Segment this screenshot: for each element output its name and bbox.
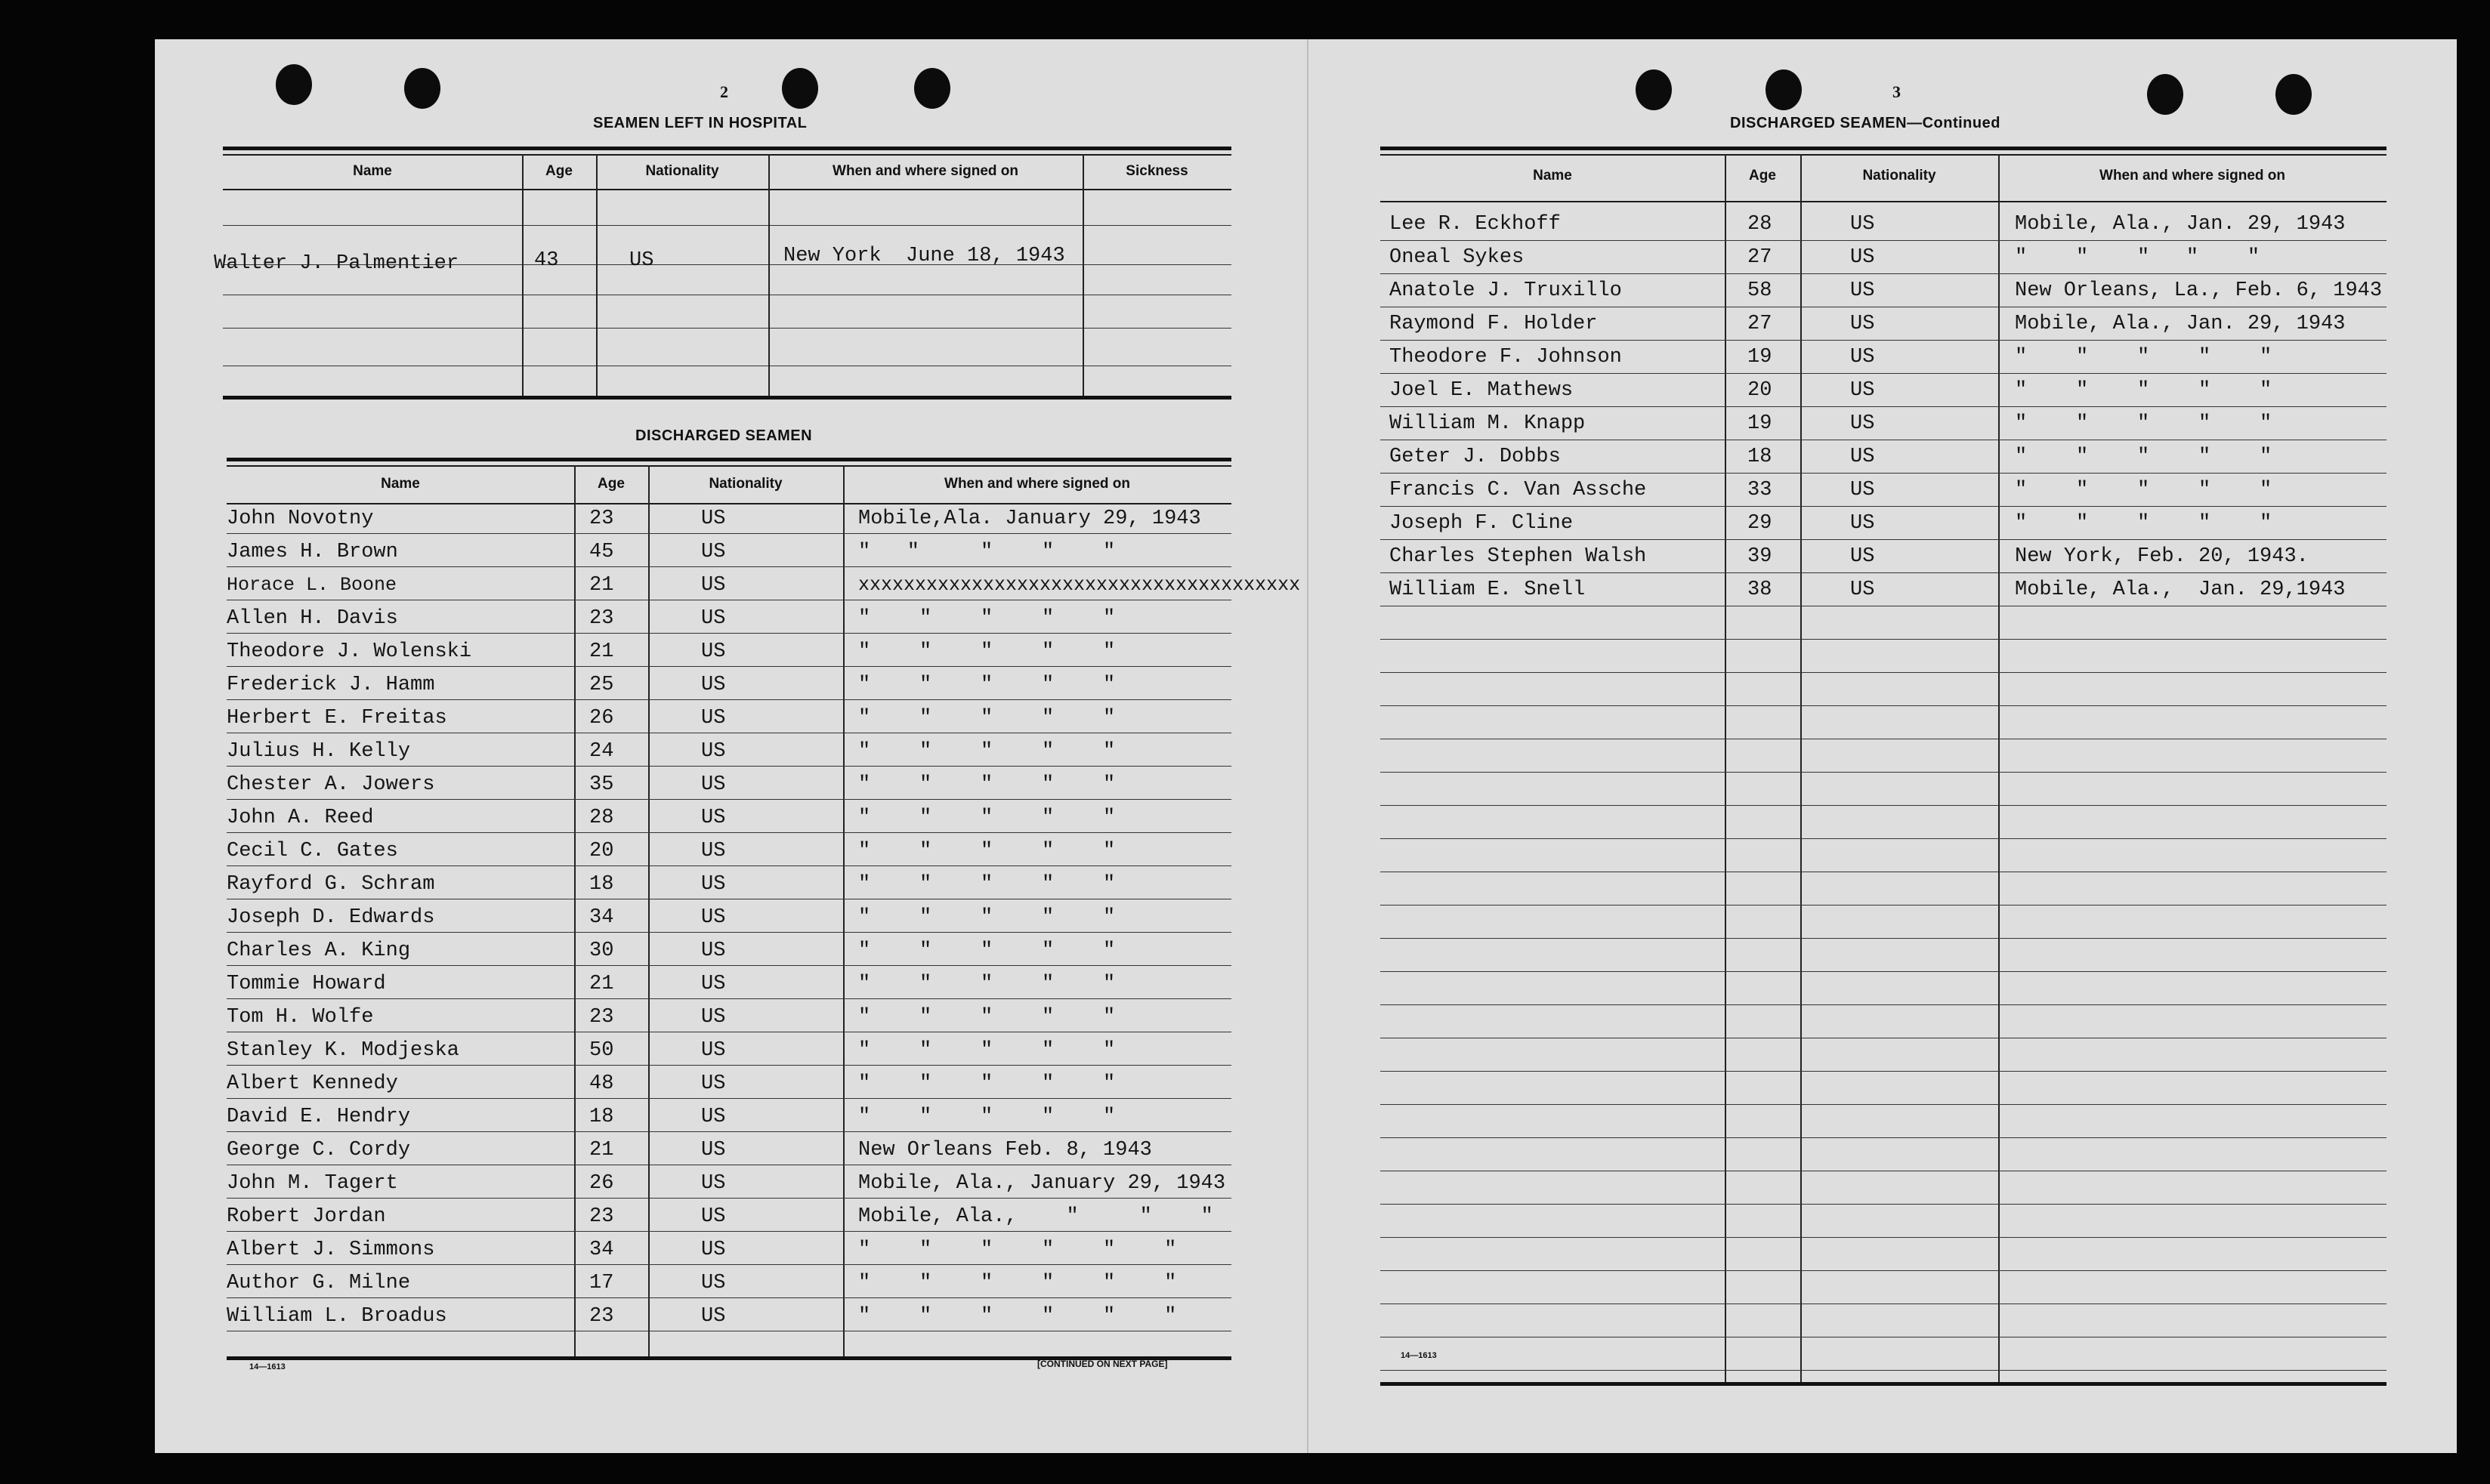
col-header-name: Name (353, 163, 392, 179)
seaman-signed-on: " " " " " " (858, 1305, 1177, 1328)
seaman-name: Geter J. Dobbs (1389, 446, 1561, 468)
seaman-signed-on: " " " " " (2015, 346, 2272, 369)
seaman-nationality: US (701, 674, 726, 696)
seaman-nationality: US (701, 1305, 726, 1328)
punch-hole (782, 68, 818, 109)
seaman-name: Author G. Milne (227, 1272, 411, 1294)
seaman-nationality: US (1850, 545, 1875, 568)
col-header-age: Age (1749, 168, 1776, 184)
seaman-age: 27 (1747, 313, 1772, 335)
discharged-continued-table (1380, 147, 2387, 1385)
seaman-name: Frederick J. Hamm (227, 674, 435, 696)
col-header-name: Name (381, 476, 420, 492)
seaman-signed-on: Mobile,Ala. January 29, 1943 (858, 508, 1201, 530)
seaman-signed-on: " " " " " (2015, 412, 2272, 435)
seaman-signed-on: " " " " " (858, 640, 1116, 663)
seaman-signed-on: New Orleans Feb. 8, 1943 (858, 1139, 1152, 1162)
seaman-nationality: US (1850, 578, 1875, 601)
seaman-nationality: US (1850, 313, 1875, 335)
seaman-signed-on: " " " " " (858, 607, 1116, 630)
seaman-age: 27 (1747, 246, 1772, 269)
col-header-signed-on: When and where signed on (944, 476, 1130, 492)
discharged-continued-title: DISCHARGED SEAMEN—Continued (1730, 115, 2000, 131)
seaman-signed-on: " " " " " (858, 1106, 1116, 1128)
seaman-name: Robert Jordan (227, 1205, 386, 1228)
seaman-signed-on: " " " " " (858, 1006, 1116, 1029)
seaman-nationality: US (1850, 512, 1875, 535)
seaman-age: 17 (589, 1272, 614, 1294)
seaman-nationality: US (701, 1006, 726, 1029)
seaman-nationality: US (701, 840, 726, 862)
seaman-age: 19 (1747, 346, 1772, 369)
col-header-nationality: Nationality (709, 476, 783, 492)
hospital-signed-on: New York June 18, 1943 (783, 245, 1065, 267)
punch-hole (1636, 69, 1672, 110)
seaman-name: Albert J. Simmons (227, 1239, 435, 1261)
punch-hole (2275, 74, 2312, 115)
seaman-nationality: US (1850, 379, 1875, 402)
seaman-name: Horace L. Boone (227, 574, 397, 596)
seaman-signed-on: " " " " " (858, 773, 1116, 796)
seaman-nationality: US (701, 1205, 726, 1228)
seaman-nationality: US (701, 707, 726, 730)
col-header-sickness: Sickness (1126, 163, 1188, 179)
seaman-name: John Novotny (227, 508, 374, 530)
seaman-nationality: US (701, 906, 726, 929)
seaman-age: 23 (589, 607, 614, 630)
seaman-age: 58 (1747, 279, 1772, 302)
form-number: 14—1613 (1401, 1351, 1437, 1360)
seaman-name: William L. Broadus (227, 1305, 447, 1328)
hospital-name: Walter J. Palmentier (214, 252, 459, 275)
seaman-nationality: US (701, 640, 726, 663)
seaman-age: 21 (589, 640, 614, 663)
seaman-signed-on: " " " " " (858, 541, 1116, 563)
seaman-nationality: US (701, 807, 726, 829)
seaman-signed-on: " " " " " (858, 740, 1116, 763)
seaman-name: Julius H. Kelly (227, 740, 411, 763)
seaman-nationality: US (1850, 279, 1875, 302)
col-header-name: Name (1533, 168, 1572, 184)
col-header-age: Age (598, 476, 625, 492)
seaman-name: Herbert E. Freitas (227, 707, 447, 730)
seaman-name: Cecil C. Gates (227, 840, 398, 862)
seaman-age: 18 (589, 873, 614, 896)
seaman-name: Lee R. Eckhoff (1389, 213, 1561, 236)
hospital-nationality: US (629, 249, 654, 272)
seaman-signed-on: xxxxxxxxxxxxxxxxxxxxxxxxxxxxxxxxxxxxxxx (858, 574, 1301, 596)
seaman-signed-on: " " " " " (858, 873, 1116, 896)
punch-hole (2147, 74, 2183, 115)
seaman-name: Theodore F. Johnson (1389, 346, 1622, 369)
col-header-signed-on: When and where signed on (2099, 168, 2285, 184)
seaman-age: 45 (589, 541, 614, 563)
seaman-signed-on: " " " " " (858, 906, 1116, 929)
seaman-signed-on: " " " " " (2015, 446, 2272, 468)
seaman-signed-on: " " " " " (858, 1039, 1116, 1062)
seaman-name: Raymond F. Holder (1389, 313, 1598, 335)
seaman-signed-on: " " " " " (2015, 512, 2272, 535)
seaman-age: 21 (589, 574, 614, 597)
seaman-nationality: US (701, 1106, 726, 1128)
seaman-signed-on: " " " " " (858, 840, 1116, 862)
col-header-signed-on: When and where signed on (833, 163, 1018, 179)
seaman-name: William E. Snell (1389, 578, 1586, 601)
seaman-signed-on: " " " " " " (858, 1272, 1177, 1294)
seaman-name: Chester A. Jowers (227, 773, 435, 796)
seaman-nationality: US (701, 508, 726, 530)
col-header-nationality: Nationality (645, 163, 719, 179)
seaman-age: 25 (589, 674, 614, 696)
seaman-signed-on: Mobile, Ala., Jan. 29,1943 (2015, 578, 2346, 601)
seaman-signed-on: " " " " " " (858, 1239, 1177, 1261)
seaman-signed-on: " " " " " (858, 973, 1116, 995)
seaman-name: Albert Kennedy (227, 1072, 398, 1095)
seaman-name: Stanley K. Modjeska (227, 1039, 459, 1062)
seaman-nationality: US (701, 773, 726, 796)
seaman-signed-on: " " " " " (858, 1072, 1116, 1095)
seaman-signed-on: " " " " " (2015, 479, 2272, 501)
discharged-table (227, 458, 1301, 1387)
seaman-age: 24 (589, 740, 614, 763)
hospital-table-title: SEAMEN LEFT IN HOSPITAL (593, 115, 808, 131)
seaman-signed-on: Mobile, Ala., Jan. 29, 1943 (2015, 213, 2346, 236)
seaman-nationality: US (701, 1039, 726, 1062)
seaman-nationality: US (701, 939, 726, 962)
seaman-signed-on: " " " " " (858, 939, 1116, 962)
seaman-age: 19 (1747, 412, 1772, 435)
seaman-nationality: US (701, 1172, 726, 1195)
seaman-age: 50 (589, 1039, 614, 1062)
seaman-nationality: US (1850, 246, 1875, 269)
col-header-nationality: Nationality (1862, 168, 1936, 184)
seaman-nationality: US (1850, 213, 1875, 236)
seaman-age: 18 (1747, 446, 1772, 468)
seaman-name: Tommie Howard (227, 973, 386, 995)
seaman-name: Oneal Sykes (1389, 246, 1525, 269)
seaman-name: Joseph D. Edwards (227, 906, 435, 929)
seaman-signed-on: New Orleans, La., Feb. 6, 1943 (2015, 279, 2383, 302)
seaman-name: Joel E. Mathews (1389, 379, 1574, 402)
seaman-name: George C. Cordy (227, 1139, 411, 1162)
seaman-nationality: US (1850, 446, 1875, 468)
seaman-age: 23 (589, 1006, 614, 1029)
seaman-name: Joseph F. Cline (1389, 512, 1574, 535)
seaman-nationality: US (1850, 346, 1875, 369)
seaman-signed-on: " " " " " (2015, 246, 2260, 269)
seaman-name: Tom H. Wolfe (227, 1006, 374, 1029)
seaman-nationality: US (701, 1239, 726, 1261)
seaman-age: 26 (589, 707, 614, 730)
seaman-name: Rayford G. Schram (227, 873, 435, 896)
seaman-signed-on: " " " " " (858, 807, 1116, 829)
seaman-name: John M. Tagert (227, 1172, 398, 1195)
hospital-table (214, 147, 1231, 449)
left-page (155, 39, 1307, 1453)
seaman-name: James H. Brown (227, 541, 398, 563)
seaman-age: 23 (589, 1205, 614, 1228)
right-page (1307, 39, 2457, 1453)
seaman-age: 35 (589, 773, 614, 796)
seaman-age: 23 (589, 1305, 614, 1328)
seaman-signed-on: " " " " " (858, 707, 1116, 730)
seaman-age: 20 (1747, 379, 1772, 402)
seaman-name: Anatole J. Truxillo (1389, 279, 1622, 302)
seaman-age: 21 (589, 1139, 614, 1162)
continued-note: [CONTINUED ON NEXT PAGE] (1037, 1359, 1168, 1369)
seaman-signed-on: " " " " " (2015, 379, 2272, 402)
hospital-age: 43 (534, 249, 559, 272)
seaman-nationality: US (701, 607, 726, 630)
seaman-age: 48 (589, 1072, 614, 1095)
seaman-age: 39 (1747, 545, 1772, 568)
seaman-age: 20 (589, 840, 614, 862)
seaman-nationality: US (701, 1139, 726, 1162)
seaman-age: 28 (589, 807, 614, 829)
seaman-nationality: US (701, 541, 726, 563)
seaman-age: 38 (1747, 578, 1772, 601)
seaman-name: John A. Reed (227, 807, 374, 829)
punch-hole (1766, 69, 1802, 110)
seaman-name: Francis C. Van Assche (1389, 479, 1647, 501)
seaman-age: 34 (589, 906, 614, 929)
seaman-name: Charles Stephen Walsh (1389, 545, 1647, 568)
seaman-signed-on: New York, Feb. 20, 1943. (2015, 545, 2309, 568)
seaman-nationality: US (701, 873, 726, 896)
form-number: 14—1613 (249, 1362, 286, 1371)
seaman-name: David E. Hendry (227, 1106, 411, 1128)
seaman-signed-on: " " " " " (858, 674, 1116, 696)
seaman-age: 34 (589, 1239, 614, 1261)
punch-hole (914, 68, 950, 109)
col-header-age: Age (545, 163, 573, 179)
seaman-age: 30 (589, 939, 614, 962)
page-number: 3 (1892, 82, 1901, 101)
seaman-name: Charles A. King (227, 939, 411, 962)
seaman-name: Theodore J. Wolenski (227, 640, 472, 663)
seaman-signed-on: Mobile, Ala., January 29, 1943 (858, 1172, 1226, 1195)
seaman-nationality: US (701, 1072, 726, 1095)
seaman-age: 28 (1747, 213, 1772, 236)
seaman-age: 18 (589, 1106, 614, 1128)
seaman-signed-on: Mobile, Ala., " " " (858, 1205, 1213, 1228)
seaman-nationality: US (1850, 479, 1875, 501)
seaman-nationality: US (701, 1272, 726, 1294)
discharged-table-title: DISCHARGED SEAMEN (635, 427, 813, 444)
punch-hole (276, 64, 312, 105)
seaman-nationality: US (701, 574, 726, 597)
seaman-nationality: US (701, 973, 726, 995)
seaman-age: 23 (589, 508, 614, 530)
seaman-age: 29 (1747, 512, 1772, 535)
seaman-nationality: US (1850, 412, 1875, 435)
seaman-age: 26 (589, 1172, 614, 1195)
seaman-age: 21 (589, 973, 614, 995)
seaman-age: 33 (1747, 479, 1772, 501)
seaman-nationality: US (701, 740, 726, 763)
punch-hole (404, 68, 440, 109)
seaman-name: Allen H. Davis (227, 607, 398, 630)
page-number: 2 (720, 82, 728, 101)
seaman-signed-on: Mobile, Ala., Jan. 29, 1943 (2015, 313, 2346, 335)
seaman-name: William M. Knapp (1389, 412, 1586, 435)
